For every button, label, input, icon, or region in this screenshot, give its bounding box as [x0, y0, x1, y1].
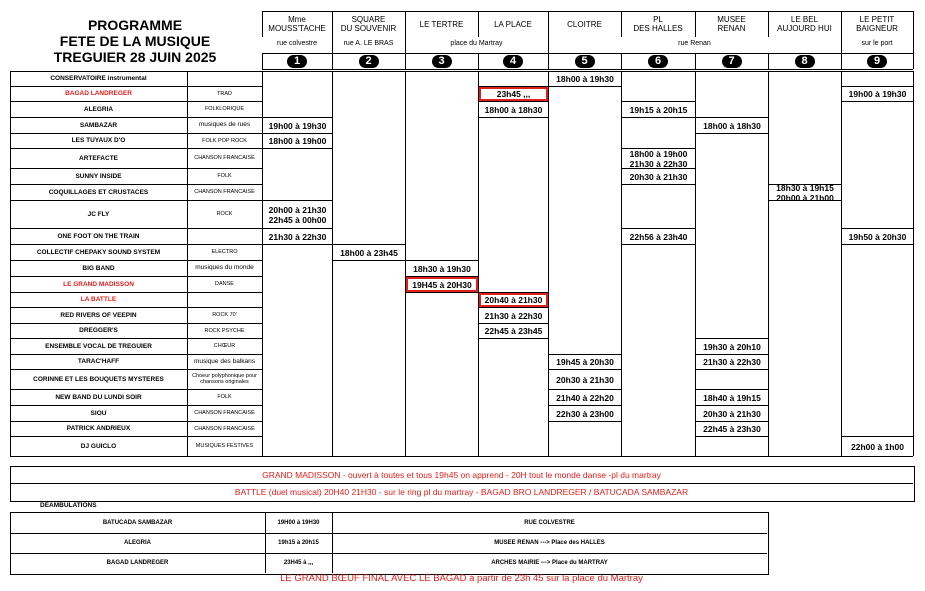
act-name: RED RIVERS OF VEEPIN: [60, 311, 137, 319]
time-slot: 22h56 à 23h40: [622, 229, 695, 244]
deamb-route: RUE COLVESTRE: [524, 519, 575, 526]
act-genre: musiques du monde: [195, 264, 254, 271]
header-column-line: [913, 11, 914, 69]
act-genre: CHŒUR: [213, 343, 236, 349]
act-name: CONSERVATOIRE instrumental: [50, 75, 147, 82]
act-genre: CHANSON FRANCAISE: [194, 410, 255, 416]
act-name: SIOU: [90, 409, 107, 417]
time-slot: 20h40 à 21h30: [479, 293, 548, 307]
deamb-time: 19H00 à 19H30: [277, 519, 320, 526]
venue-name: LE BEL AUJOURD HUI: [777, 15, 832, 33]
venue-number-badge: [478, 53, 548, 69]
programme-title-line: PROGRAMME: [87, 17, 183, 33]
deamb-name: ALEGRIA: [124, 540, 151, 546]
time-slot: 18h00 à 18h30: [479, 102, 548, 117]
venue-name: LE TERTRE: [419, 19, 464, 29]
grid-line: [913, 71, 914, 456]
act-name: SUNNY INSIDE: [75, 172, 122, 180]
slot-border: [262, 244, 332, 245]
time-slot: 20h30 à 21h30: [622, 169, 695, 184]
deamb-time: 19h15 à 20h15: [278, 540, 319, 546]
venue-number-badge: [332, 53, 405, 69]
act-name: NEW BAND DU LUNDI SOIR: [55, 393, 142, 401]
programme-title-line: TREGUIER 28 JUIN 2025: [53, 49, 217, 65]
venue-name: LE PETIT BAIGNEUR: [856, 15, 898, 33]
venue-number-badge: [262, 53, 332, 69]
act-genre: CHANSON FRANCAISE: [194, 189, 255, 195]
act-genre: FOLKLORIQUE: [204, 106, 245, 112]
venue-name: Mme MOUSS'TACHE: [268, 15, 326, 33]
deamb-route: MUSEE RENAN ---> Place des HALLES: [494, 540, 605, 546]
venue-number: 1: [287, 55, 307, 68]
slot-border: [262, 148, 332, 149]
time-slot: 21h30 à 22h30: [263, 229, 332, 244]
time-slot: 19h30 à 20h10: [696, 339, 768, 354]
venue-street: rue colvestre: [262, 37, 332, 53]
venue-name: LA PLACE: [494, 19, 532, 29]
time-slot: 18h30 à 19h30: [406, 261, 478, 276]
slot-border: [695, 369, 768, 370]
grid-line: [768, 71, 769, 456]
act-name: DREGGER'S: [79, 327, 118, 334]
venue-number: 7: [722, 55, 742, 68]
act-name: PATRICK ANDRIEUX: [66, 425, 131, 432]
venue-number: 2: [359, 55, 379, 68]
act-genre: DANSE: [215, 281, 234, 287]
venue-number: 5: [575, 55, 595, 68]
slot-border: [332, 260, 405, 261]
final-announcement: LE GRAND BŒUF FINAL AVEC LE BAGAD à partir de 23h 45 sur la place du Martray: [280, 573, 643, 584]
act-name: CORINNE ET LES BOUQUETS MYSTERES: [33, 375, 164, 383]
time-slot: 18h00 à 19h00 21h30 à 22h30: [622, 149, 695, 168]
notes-divider: [10, 483, 913, 484]
grid-line: [621, 71, 622, 456]
time-slot: 19h50 à 20h30: [842, 229, 913, 244]
act-genre: [187, 228, 262, 244]
programme-title-line: FETE DE LA MUSIQUE: [59, 33, 211, 49]
time-slot: 19h15 à 20h15: [622, 102, 695, 117]
act-name: BAGAD LANDREGER: [65, 90, 132, 97]
act-name: LA BATTLE: [80, 296, 117, 303]
act-genre: ROCK: [216, 211, 233, 217]
note-madisson: GRAND MADISSON - ouvert à toutes et tous 19h45 on apprend - 20H tout le monde danse -pl du martray: [262, 470, 661, 480]
act-genre: [187, 292, 262, 307]
deambulations-heading: DEAMBULATIONS: [40, 502, 97, 509]
venue-number-badge: [405, 53, 478, 69]
time-slot: 23h45 ,,,: [479, 87, 548, 101]
venue-number-badge: [768, 53, 841, 69]
venue-number-badge: [695, 53, 768, 69]
time-slot: 18h00 à 18h30: [696, 118, 768, 133]
slot-border: [548, 86, 621, 87]
venue-street: rue Renan: [548, 37, 841, 53]
act-genre: ROCK PSYCHE: [204, 327, 245, 334]
time-slot: 18h40 à 19h15: [696, 390, 768, 405]
time-slot: 19h45 à 20h30: [549, 355, 621, 369]
act-name: DJ GUICLO: [80, 442, 117, 450]
time-slot: 20h30 à 21h30: [696, 406, 768, 421]
slot-border: [695, 436, 768, 437]
act-name: COLLECTIF CHEPAKY SOUND SYSTEM: [36, 248, 161, 256]
act-genre: Choeur polyphonique pour chansons originales: [192, 373, 257, 385]
act-genre: TRAD: [217, 90, 232, 97]
venue-number: 6: [648, 55, 668, 68]
grid-line: [10, 456, 262, 457]
slot-border: [621, 117, 695, 118]
time-slot: 21h30 à 22h30: [696, 355, 768, 369]
time-slot: 18h00 à 19h30: [549, 72, 621, 86]
act-name: ONE FOOT ON THE TRAIN: [57, 232, 140, 240]
deamb-name: BATUCADA SAMBAZAR: [102, 519, 173, 526]
venue-number: 3: [432, 55, 452, 68]
grid-line: [262, 456, 913, 457]
act-name: ALEGRIA: [83, 105, 114, 113]
venue-number-badge: [621, 53, 695, 69]
slot-border: [621, 184, 695, 185]
time-slot: 22h45 à 23h30: [696, 422, 768, 436]
venue-number-badge: [548, 53, 621, 69]
act-name: ENSEMBLE VOCAL DE TREGUIER: [45, 342, 152, 350]
act-name: COQUILLAGES ET CRUSTACES: [48, 188, 149, 196]
time-slot: 22h45 à 23h45: [479, 324, 548, 338]
time-slot: 19h00 à 19h30: [842, 87, 913, 101]
time-slot: 18h00 à 23h45: [333, 245, 405, 260]
venue-number: 8: [795, 55, 815, 68]
deamb-route: ARCHES MAIRIE ---> Place du MARTRAY: [491, 560, 608, 566]
slot-border: [841, 101, 913, 102]
act-name: ARTEFACTE: [79, 154, 118, 162]
act-genre: [187, 71, 262, 86]
time-slot: 18h30 à 19h15 20h00 à 21h00: [769, 185, 841, 200]
venue-name: MUSEE RENAN: [717, 15, 746, 33]
act-genre: FOLK: [217, 394, 232, 400]
street-divider: [841, 37, 842, 53]
grid-line: [841, 71, 842, 456]
time-slot: 19h00 à 19h30: [263, 118, 332, 133]
act-genre: musique des balkans: [193, 357, 256, 365]
grid-line: [332, 71, 333, 456]
time-slot: 20h00 à 21h30 22h45 à 00h00: [263, 201, 332, 228]
street-divider: [548, 37, 549, 53]
act-name: TARAC'HAFF: [77, 358, 120, 365]
slot-border: [478, 338, 548, 339]
venue-number-badge: [841, 53, 913, 69]
slot-border: [695, 133, 768, 134]
act-genre: CHANSON FRANCAISE: [194, 425, 255, 432]
act-name: LES TUYAUX D'O: [71, 137, 126, 144]
slot-border: [841, 456, 913, 457]
act-name: JC FLY: [87, 210, 110, 218]
note-battle: BATTLE (duel musical) 20H40 21H30 - sur le ring pl du martray - BAGAD BRO LANDREGER / BATUCADA SAMBAZAR: [234, 487, 689, 497]
venue-street: rue A. LE BRAS: [332, 37, 405, 53]
slot-border: [405, 292, 478, 293]
slot-border: [548, 421, 621, 422]
time-slot: 21h40 à 22h20: [549, 390, 621, 405]
slot-border: [841, 244, 913, 245]
slot-border: [478, 117, 548, 118]
venue-number: 9: [867, 55, 887, 68]
act-name: LE GRAND MADISSON: [63, 280, 134, 288]
deamb-name: BAGAD LANDREGER: [106, 560, 169, 566]
act-genre: musiques de rues: [198, 121, 251, 128]
time-slot: 20h30 à 21h30: [549, 370, 621, 389]
venue-street: place du Martray: [405, 37, 548, 53]
act-genre: ELECTRO: [211, 249, 238, 255]
venue-street: sur le port: [841, 37, 913, 53]
deamb-time: 23H45 à ,,,: [283, 560, 314, 566]
act-genre: CHANSON FRANCAISE: [194, 155, 255, 161]
time-slot: 22h00 à 1h00: [842, 437, 913, 456]
act-genre: FOLK: [217, 173, 232, 179]
street-divider: [332, 37, 333, 53]
header-line: [262, 69, 913, 70]
street-divider: [405, 37, 406, 53]
time-slot: 18h00 à 19h00: [263, 134, 332, 148]
time-slot: 22h30 à 23h00: [549, 406, 621, 421]
act-name: SAMBAZAR: [79, 121, 118, 129]
time-slot: 19H45 à 20H30: [406, 277, 478, 292]
venue-name: CLOITRE: [567, 19, 602, 29]
act-genre: FOLK POP ROCK: [202, 137, 247, 144]
act-genre: ROCK 70': [212, 312, 237, 318]
venue-name: SQUARE DU SOUVENIR: [340, 15, 397, 33]
grid-line: [478, 71, 479, 456]
venue-number: 4: [503, 55, 523, 68]
act-name: BIG BAND: [82, 264, 115, 272]
time-slot: 21h30 à 22h30: [479, 308, 548, 323]
venue-name: PL DES HALLES: [633, 15, 683, 33]
slot-border: [621, 244, 695, 245]
act-genre: MUSIQUES FESTIVES: [195, 443, 254, 449]
